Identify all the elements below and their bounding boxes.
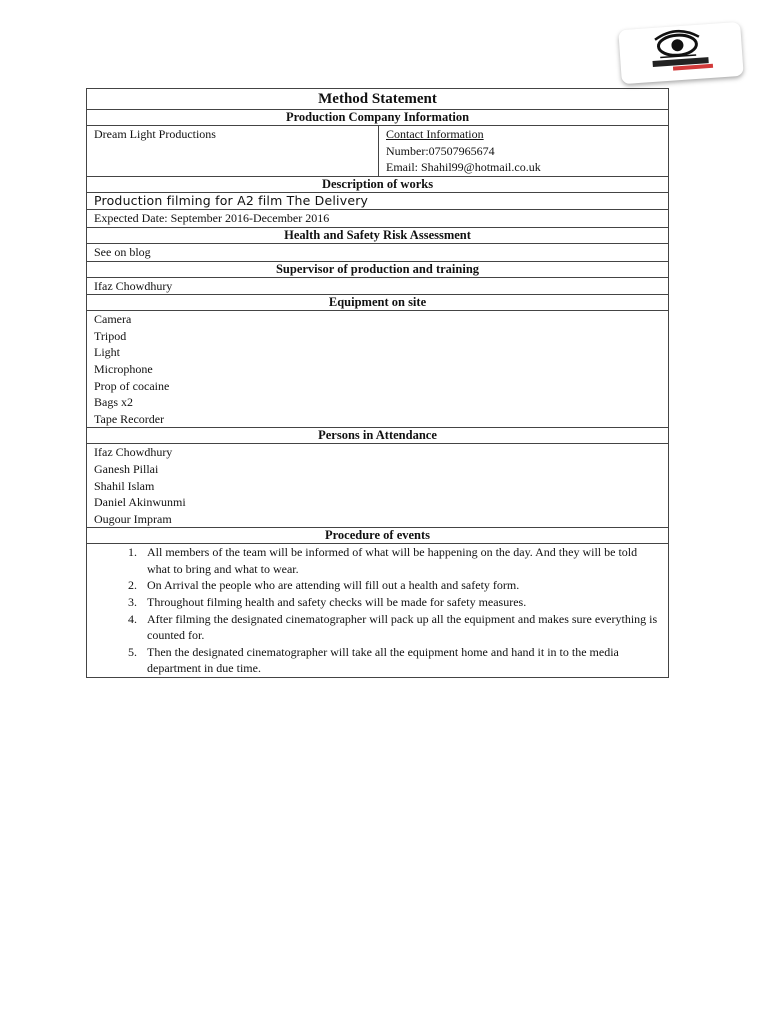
document-title: Method Statement: [87, 89, 669, 110]
list-item: Tripod: [94, 328, 127, 343]
list-item: Daniel Akinwunmi: [94, 495, 186, 510]
expected-date: Expected Date: September 2016-December 2016: [94, 211, 330, 226]
contact-number: Number:07507965674: [386, 143, 495, 158]
company-name: Dream Light Productions: [94, 127, 216, 141]
list-item: Ganesh Pillai: [94, 461, 159, 476]
list-item: Ougour Impram: [94, 511, 172, 526]
description-text: Production filming for A2 film The Delivery: [94, 192, 369, 208]
procedure-step: 5. Then the designated cinematographer will take all the equipment home and hand it in to the media department in due time.: [140, 644, 661, 677]
list-item: Ifaz Chowdhury: [94, 445, 173, 460]
procedure-cell: [87, 544, 669, 678]
procedure-step: 1. All members of the team will be informed of what will be happening on the day. And they will be told what to bring and what to wear.: [140, 544, 661, 577]
company-logo: [618, 22, 743, 84]
equipment-list: [87, 311, 669, 428]
section-header-description: Description of works: [87, 176, 669, 192]
procedure-list: [94, 544, 661, 677]
section-header-persons: Persons in Attendance: [87, 428, 669, 444]
section-header-company: Production Company Information: [87, 110, 669, 126]
method-statement-table: [86, 88, 669, 678]
company-name-cell: [87, 126, 379, 177]
supervisor-name: Ifaz Chowdhury: [94, 278, 173, 293]
persons-list: [87, 444, 669, 528]
section-header-procedure: Procedure of events: [87, 528, 669, 544]
eye-logo-icon: [618, 22, 743, 84]
contact-email: Email: Shahil99@hotmail.co.uk: [386, 160, 541, 175]
list-item: Tape Recorder: [94, 411, 165, 426]
procedure-step: 4. After filming the designated cinematographer will pack up all the equipment and makes sure everything is counted for.: [140, 611, 661, 644]
procedure-step: 3. Throughout filming health and safety checks will be made for safety measures.: [140, 594, 661, 611]
procedure-step: 2. On Arrival the people who are attending will fill out a health and safety form.: [140, 577, 661, 594]
list-item: Microphone: [94, 361, 153, 376]
list-item: Shahil Islam: [94, 478, 155, 493]
section-header-supervisor: Supervisor of production and training: [87, 261, 669, 277]
list-item: Camera: [94, 312, 132, 327]
contact-label: Contact Information: [386, 127, 484, 141]
section-header-equipment: Equipment on site: [87, 295, 669, 311]
health-text: See on blog: [94, 244, 151, 259]
section-header-health: Health and Safety Risk Assessment: [87, 227, 669, 243]
list-item: Prop of cocaine: [94, 378, 170, 393]
list-item: Bags x2: [94, 395, 133, 410]
list-item: Light: [94, 345, 120, 360]
contact-cell: [379, 126, 669, 177]
